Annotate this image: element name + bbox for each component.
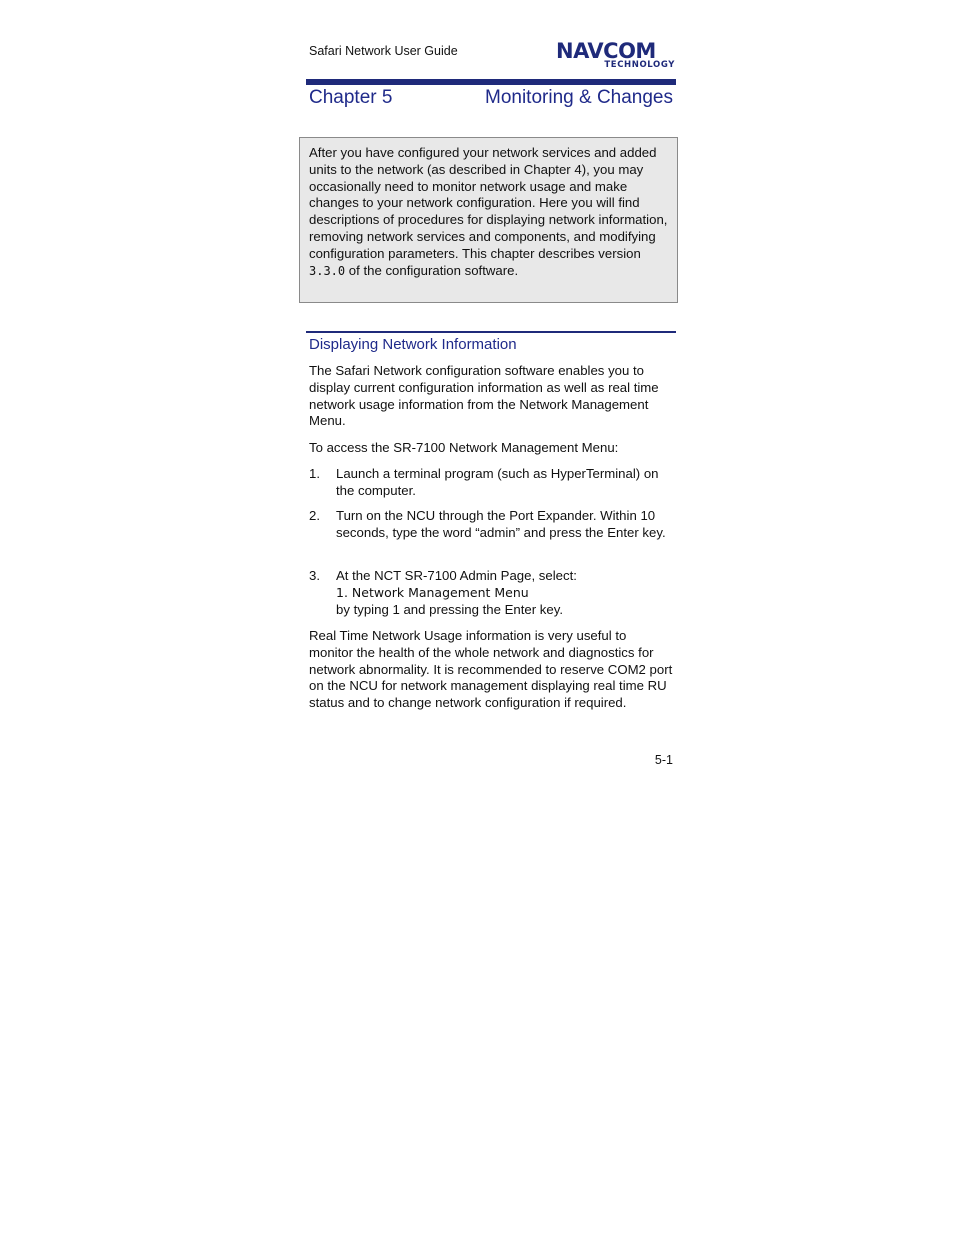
paragraph: Real Time Network Usage information is very useful to monitor the health of the whole network and diagnostics for network abnormality. It is recommended to reserve COM2 port on the NCU for network management displaying real time RU status and to change network configuration if required. — [309, 628, 673, 711]
list-item — [309, 466, 673, 500]
logo-wordmark: NAVCOM — [556, 39, 656, 63]
list-item — [309, 568, 673, 618]
chapter-number: Chapter 5 — [309, 87, 393, 108]
logo-subtitle: TECHNOLOGY — [604, 60, 675, 70]
chapter-title: Monitoring & Changes — [485, 87, 673, 108]
step-text: At the NCT SR-7100 Admin Page, select: — [336, 568, 577, 583]
header-divider — [306, 79, 676, 85]
step-number: 1. — [309, 466, 320, 481]
step-number: 2. — [309, 508, 320, 523]
step-text: Turn on the NCU through the Port Expander. Within 10 seconds, type the word “admin” and press the Enter key. — [336, 508, 666, 540]
step-text: Launch a terminal program (such as HyperTerminal) on the computer. — [336, 466, 659, 498]
intro-text-end: of the configuration software. — [345, 262, 519, 278]
step-text-after: by typing 1 and pressing the Enter key. — [336, 601, 564, 617]
section-divider — [306, 331, 676, 333]
step-number: 3. — [309, 568, 320, 583]
step-text-block — [336, 568, 673, 618]
section-heading: Displaying Network Information — [309, 336, 517, 353]
paragraph: The Safari Network configuration software enables you to display current configuration information as well as real time network usage information from the Network Management Menu. — [309, 363, 659, 429]
version-number: 3.3.0 — [309, 263, 346, 278]
page-number: 5-1 — [654, 753, 673, 767]
document-title: Safari Network User Guide — [309, 44, 458, 58]
menu-selection: 1. Network Management Menu — [336, 584, 529, 600]
navcom-logo — [556, 39, 676, 70]
paragraph: To access the SR-7100 Network Management Menu: — [309, 440, 619, 455]
list-item — [309, 508, 673, 542]
chapter-intro-box — [299, 137, 678, 303]
intro-text: After you have configured your network services and added units to the network (as described in Chapter 4), you may occasionally need to monitor network usage and make changes to your network configuration. Here you will find descriptions of procedures for displaying network information, removing network services and components, and modifying configuration parameters. This chapter describes version — [309, 145, 668, 261]
